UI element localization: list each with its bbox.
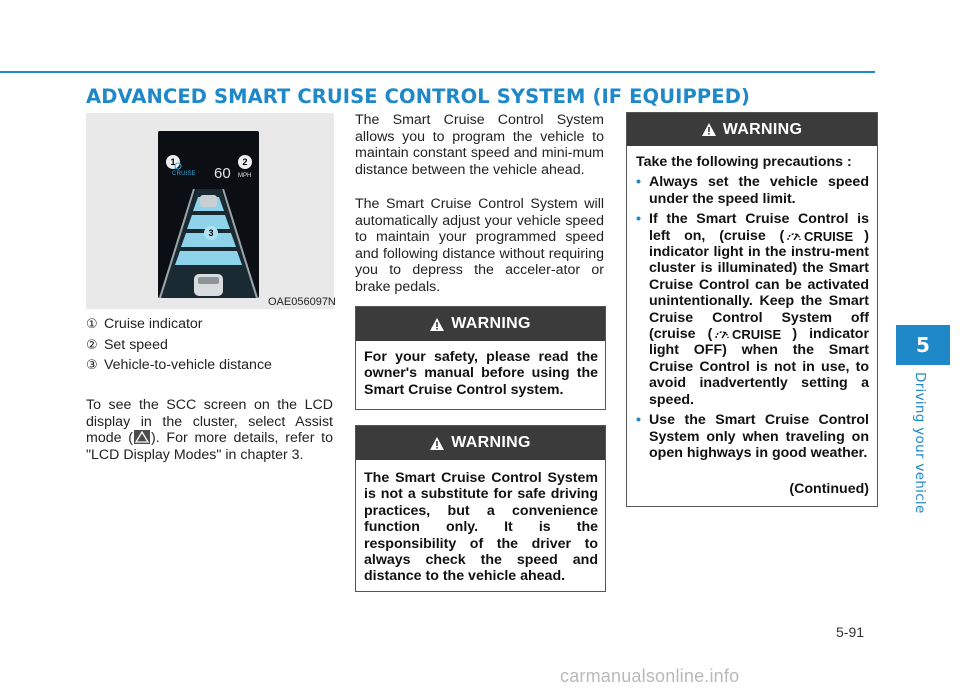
legend-item xyxy=(86,335,336,356)
cluster-cruise-text: CRUISE xyxy=(172,171,196,177)
road-graphic xyxy=(158,189,259,298)
warning-triangle-icon xyxy=(702,123,716,136)
list-item-text: If the Smart Cruise Control is left on, (cruise ( xyxy=(649,211,869,244)
list-item-text: ) indicator light OFF) when the Smart Cruise Control is not in use, to avoid inadvertently setting a speed. xyxy=(649,326,869,408)
list-item xyxy=(636,412,869,461)
warning-body: For your safety, please read the owner's manual before using the Smart Cruise Control system. xyxy=(364,349,598,398)
warning-title: WARNING xyxy=(722,120,803,138)
warning-header xyxy=(627,113,877,146)
continued-label: (Continued) xyxy=(789,481,869,497)
intro-paragraph: The Smart Cruise Control System allows you to program the vehicle to maintain constant speed and mini-mum distance between the vehicle ahead. xyxy=(355,112,604,178)
warning-triangle-icon xyxy=(430,318,444,331)
figure-caption: OAE056097N xyxy=(268,296,336,308)
lcd-display-paragraph xyxy=(86,397,333,463)
list-item-text: Always set the vehicle speed under the speed limit. xyxy=(649,174,869,207)
warning-box-read-manual xyxy=(355,306,606,410)
cruise-indicator-icon xyxy=(785,228,863,243)
legend-number: ① xyxy=(86,316,98,331)
paragraph-text: To see the SCC screen on the LCD display in the cluster, select Assist mode ( xyxy=(86,397,333,446)
legend-text: Set speed xyxy=(103,336,168,353)
chapter-number: 5 xyxy=(916,333,930,357)
precautions-intro: Take the following precautions : xyxy=(636,154,852,170)
figure-legend xyxy=(86,314,336,376)
cruise-indicator-icon xyxy=(713,326,791,341)
section-title: ADVANCED SMART CRUISE CONTROL SYSTEM (IF EQUIPPED) xyxy=(86,85,751,108)
warning-title: WARNING xyxy=(451,434,531,451)
legend-number: ③ xyxy=(86,357,98,372)
list-item-text: ) indicator light in the instru-ment cluster is illuminated) the Smart Cruise Control can be activated unintentionally. Keep the Smart Cruise Control System off (cruise ( xyxy=(649,227,869,343)
list-item-text: Use the Smart Cruise Control System only when traveling on open highways in good weather. xyxy=(649,412,869,461)
chapter-tab xyxy=(896,325,950,365)
legend-text: Vehicle-to-vehicle distance xyxy=(103,357,272,373)
figure-badge-1: 1 xyxy=(166,155,180,169)
warning-triangle-icon xyxy=(430,437,444,450)
list-item xyxy=(636,211,869,408)
warning-body: The Smart Cruise Control System is not a substitute for safe driving practices, but a convenience function only. It is the responsibility of the driver to always check the speed and distance to the vehicle ahead. xyxy=(364,470,598,585)
warning-box-not-substitute xyxy=(355,425,606,592)
legend-item xyxy=(86,314,336,335)
list-item xyxy=(636,174,869,207)
warning-box-precautions xyxy=(626,112,878,507)
header-rule xyxy=(0,71,875,73)
warning-header xyxy=(356,426,605,460)
warning-title: WARNING xyxy=(451,315,531,332)
cruise-gauge-icon xyxy=(174,162,182,170)
cluster-set-speed: 60 xyxy=(214,165,231,182)
legend-text: Cruise indicator xyxy=(103,316,203,332)
figure-badge-2: 2 xyxy=(238,155,252,169)
legend-number: ② xyxy=(86,336,98,352)
warning-header xyxy=(356,307,605,341)
figure-badge-3: 3 xyxy=(204,226,218,240)
legend-item xyxy=(86,355,336,376)
cluster-display xyxy=(158,131,259,298)
chapter-label: Driving your vehicle xyxy=(912,372,928,514)
adjust-speed-paragraph: The Smart Cruise Control System will automatically adjust your vehicle speed to maintain your programmed speed and following distance without requiring you to depress the acceler-ator or brake pedals. xyxy=(355,196,604,295)
cluster-speed-unit: MPH xyxy=(238,173,252,179)
precautions-list xyxy=(627,174,877,461)
cruise-indicator-text: CRUISE xyxy=(732,327,782,342)
assist-mode-icon xyxy=(134,430,150,444)
cruise-indicator-text: CRUISE xyxy=(804,228,854,243)
cluster-figure xyxy=(86,113,334,309)
page-number: 5-91 xyxy=(836,624,865,640)
watermark: carmanualsonline.info xyxy=(560,666,740,686)
paragraph-text: ). For more details, refer to "LCD Display Modes" in chapter 3. xyxy=(86,430,334,463)
